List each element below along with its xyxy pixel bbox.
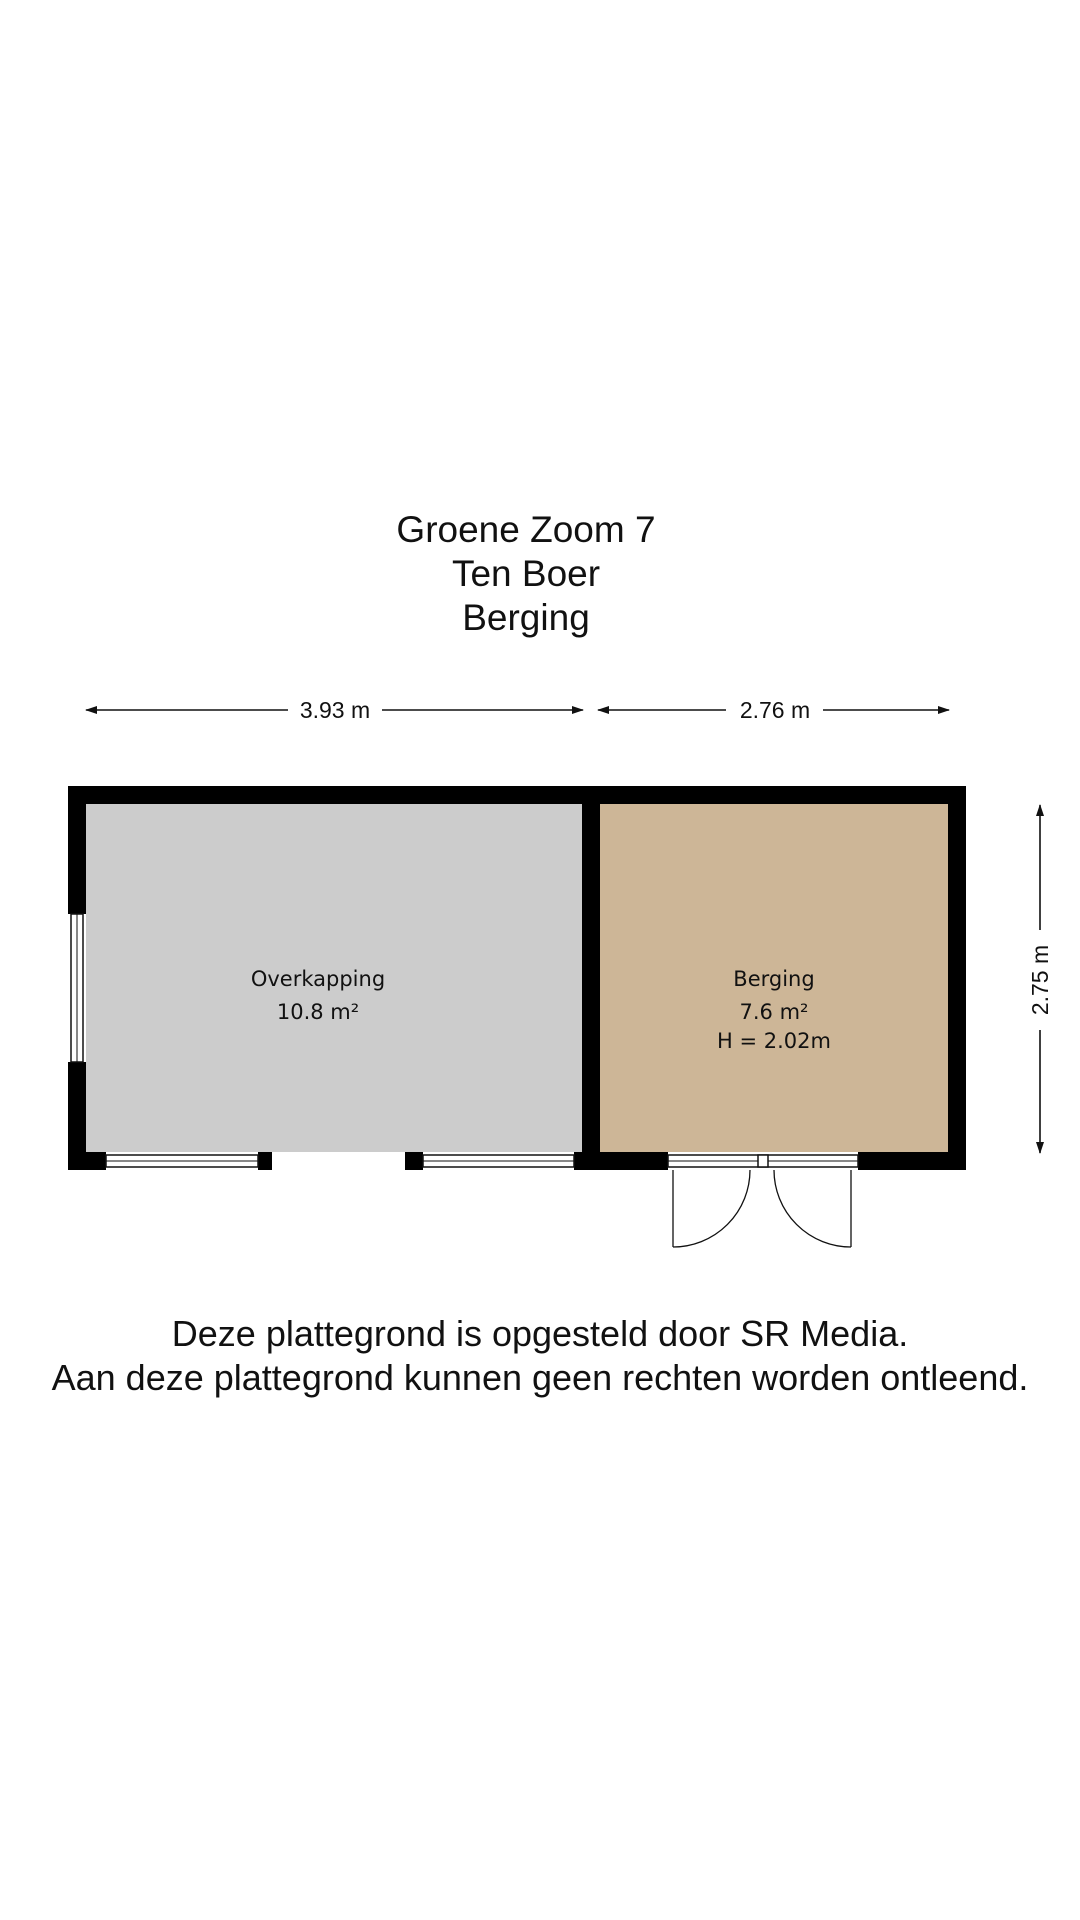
window-bottom-middle [423,1155,574,1167]
room-height-berging: H = 2.02m [717,1029,831,1053]
window-bottom-left [106,1155,258,1167]
window-left-side [71,914,83,1062]
door-swing-right [774,1170,851,1247]
dimension-label-width-right: 2.76 m [739,697,811,723]
wall-bottom-segment [405,1152,423,1170]
wall-bottom-segment [858,1152,966,1170]
floor-title: Berging [462,597,590,638]
wall-bottom-segment [574,1152,668,1170]
door-swing-left [673,1170,750,1247]
room-area-berging: 7.6 m² [739,1000,809,1024]
dimension-width-left [86,697,583,723]
wall-middle [582,786,600,1170]
room-name-berging: Berging [733,967,815,991]
room-area-overkapping: 10.8 m² [276,1000,360,1024]
wall-top [68,786,966,804]
disclaimer-line-2: Aan deze plattegrond kunnen geen rechten worden ontleend. [51,1357,1029,1398]
dimension-depth [1027,805,1053,1153]
wall-left-upper [68,786,86,914]
double-door[interactable] [668,1155,858,1247]
disclaimer-line-1: Deze plattegrond is opgesteld door SR Media. [171,1313,909,1354]
door-mullion [758,1155,768,1167]
dimension-label-width-left: 3.93 m [299,697,371,723]
wall-right [948,786,966,1170]
room-name-overkapping: Overkapping [250,967,386,991]
wall-bottom-segment [258,1152,272,1170]
address-title: Groene Zoom 7 [396,509,656,550]
dimension-width-right [598,697,949,723]
wall-bottom-segment [68,1152,106,1170]
dimension-label-depth: 2.75 m [1027,944,1053,1016]
city-title: Ten Boer [451,553,601,594]
disclaimer [0,1312,1080,1400]
